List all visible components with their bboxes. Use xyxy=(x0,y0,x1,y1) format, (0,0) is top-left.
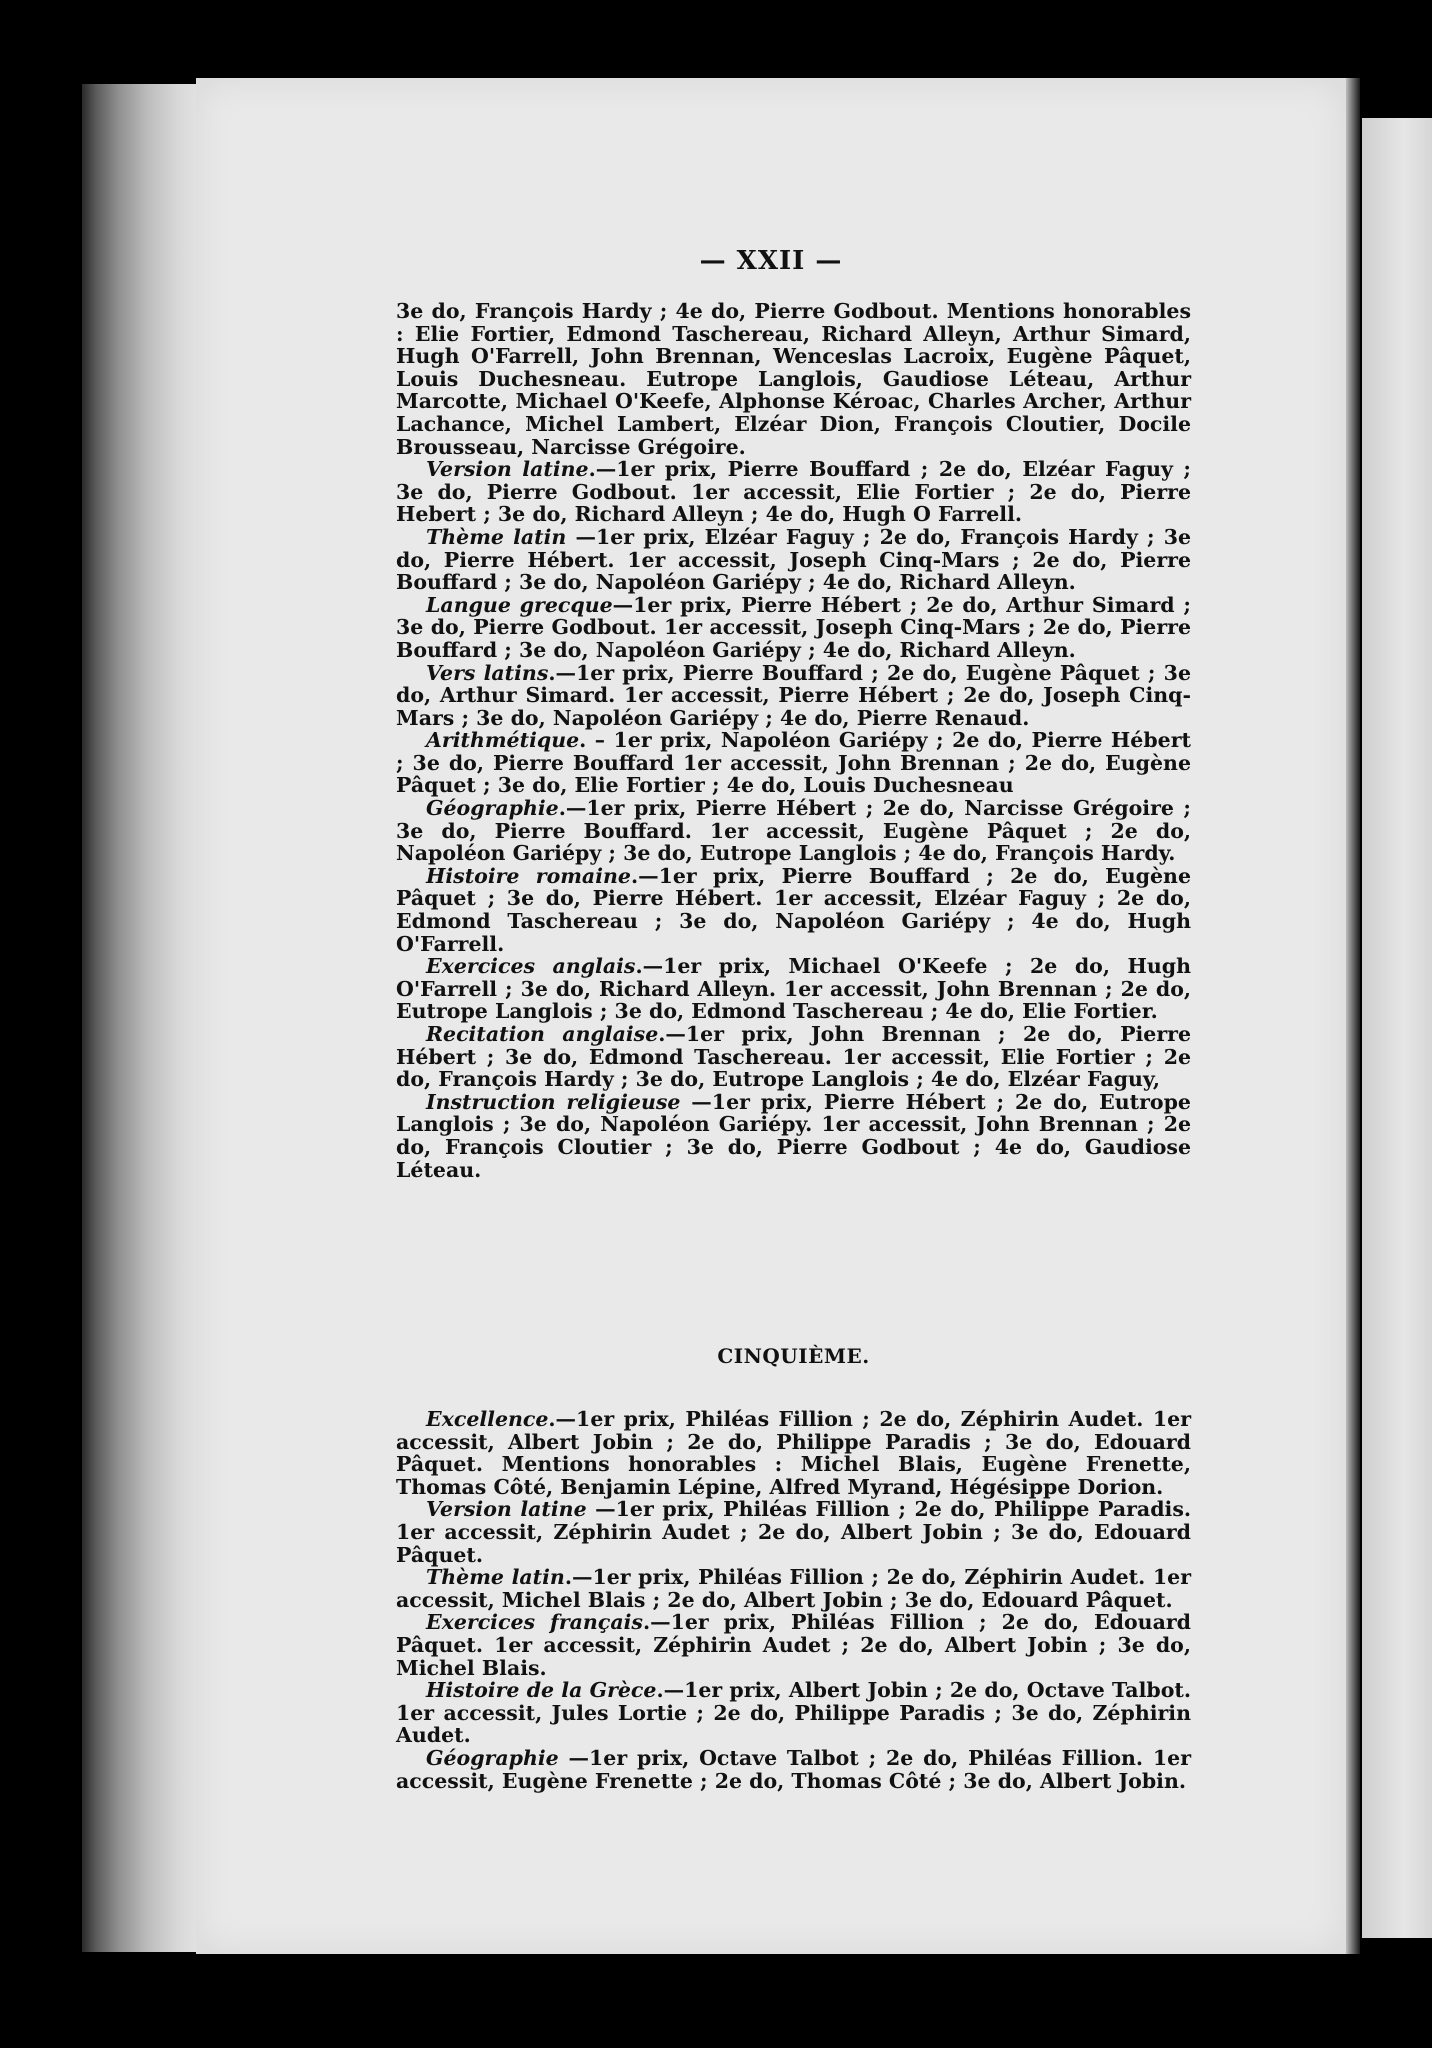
subject-label: Géographie xyxy=(426,796,559,821)
page-edge-shadow xyxy=(1346,78,1360,1954)
subject-label: Thème latin xyxy=(426,1565,565,1590)
next-page-sliver xyxy=(1362,118,1432,1938)
paragraph-version-latine xyxy=(396,1498,1191,1566)
paragraph-text: . – 1er prix, Napoléon Gariépy ; 2e do, Pierre Hébert ; 3e do, Pierre Bouffard 1er accessit, John Brennan ; 2e do, Eugène Pâquet ; 3e do, Elie Fortier ; 4e do, Louis Duchesneau xyxy=(396,728,1191,798)
subject-label: Excellence xyxy=(426,1407,549,1431)
subject-label: Recitation anglaise xyxy=(426,1022,659,1046)
paragraph-histoire-grece xyxy=(396,1679,1191,1747)
paragraph-instruction-religieuse xyxy=(396,1091,1191,1181)
paragraph-text: —1er prix, Philéas Fillion ; 2e do, Philippe Paradis. 1er accessit, Zéphirin Audet ; 2e do, Albert Jobin ; 3e do, Edouard Pâquet. xyxy=(396,1497,1191,1567)
paragraph-theme-latin xyxy=(396,1566,1191,1611)
section-heading: CINQUIÈME. xyxy=(717,1344,870,1368)
book-gutter xyxy=(82,84,202,1952)
paragraph-text: .—1er prix, Michael O'Keefe ; 2e do, Hugh O'Farrell ; 3e do, Richard Alleyn. 1er accessit, John Brennan ; 2e do, Eutrope Langlois ; 3e do, Edmond Taschereau ; 4e do, Elie Fortier. xyxy=(396,954,1191,1024)
page-number: — XXII — xyxy=(699,246,843,276)
paragraph-vers-latins xyxy=(396,662,1191,730)
paragraph-text: .—1er prix, Philéas Fillion ; 2e do, Edouard Pâquet. 1er accessit, Zéphirin Audet ; 2e do, Albert Jobin ; 3e do, Michel Blais. xyxy=(396,1610,1191,1680)
paragraph-geographie xyxy=(396,1747,1191,1792)
paragraph-text: —1er prix, Pierre Hébert ; 2e do, Arthur Simard ; 3e do, Pierre Godbout. 1er accessit, Joseph Cinq-Mars ; 2e do, Pierre Bouffard ; 3e do, Napoléon Gariépy ; 4e do, Richard Alleyn. xyxy=(396,592,1191,662)
book-page xyxy=(196,78,1346,1954)
paragraph-text: —1er prix, Pierre Hébert ; 2e do, Eutrope Langlois ; 3e do, Napoléon Gariépy. 1er accessit, John Brennan ; 2e do, François Cloutier ; 3e do, Pierre Godbout ; 4e do, Gaudiose Léteau. xyxy=(396,1089,1191,1182)
paragraph-langue-grecque xyxy=(396,594,1191,662)
paragraph-excellence xyxy=(396,1408,1191,1498)
subject-label: Géographie xyxy=(426,1745,559,1770)
paragraph-mentions: 3e do, François Hardy ; 4e do, Pierre Godbout. Mentions honorables : Elie Fortier, Edmond Taschereau, Richard Alleyn, Arthur Simard, Hugh O'Farrell, John Brennan, Wenceslas Lacroix, Eugène Pâquet, Louis Duchesneau. Eutrope Langlois, Gaudiose Léteau, Arthur Marcotte, Michael O'Keefe, Alphonse Kéroac, Charles Archer, Arthur Lachance, Michel Lambert, Elzéar Dion, François Cloutier, Docile Brousseau, Narcisse Grégoire. xyxy=(396,299,1191,459)
subject-label: Histoire romaine xyxy=(426,863,631,888)
prize-list-previous-class xyxy=(396,300,1191,1181)
paragraph-text: .—1er prix, Philéas Fillion ; 2e do, Zéphirin Audet. 1er accessit, Michel Blais ; 2e do, Albert Jobin ; 3e do, Edouard Pâquet. xyxy=(396,1565,1192,1612)
subject-label: Langue grecque xyxy=(426,592,613,617)
subject-label: Thème latin xyxy=(426,524,567,549)
paragraph-text: .—1er prix, Philéas Fillion ; 2e do, Zéphirin Audet. 1er accessit, Albert Jobin ; 2e do, Philippe Paradis ; 3e do, Edouard Pâquet. Mentions honorables : Michel Blais, Eugène Frenette, Thomas Côté, Benjamin Lépine, Alfred Myrand, Hégésippe Dorion. xyxy=(396,1407,1191,1499)
paragraph-version-latine xyxy=(396,458,1191,526)
paragraph-geographie xyxy=(396,797,1191,865)
paragraph-exercices-francais xyxy=(396,1611,1191,1679)
paragraph-histoire-romaine xyxy=(396,865,1191,955)
subject-label: Version latine xyxy=(426,1497,587,1522)
paragraph-arithmetique xyxy=(396,729,1191,797)
paragraph-text: .—1er prix, Albert Jobin ; 2e do, Octave Talbot. 1er accessit, Jules Lortie ; 2e do, Philippe Paradis ; 3e do, Zéphirin Audet. xyxy=(396,1678,1191,1748)
paragraph-text: .—1er prix, Pierre Bouffard ; 2e do, Eugène Pâquet ; 3e do, Pierre Hébert. 1er accessit, Elzéar Faguy ; 2e do, Edmond Taschereau ; 3e do, Napoléon Gariépy ; 4e do, Hugh O'Farrell. xyxy=(396,863,1191,956)
subject-label: Instruction religieuse xyxy=(426,1089,681,1114)
subject-label: Exercices français xyxy=(426,1610,643,1635)
paragraph-text: .—1er prix, John Brennan ; 2e do, Pierre Hébert ; 3e do, Edmond Taschereau. 1er accessit, Elie Fortier ; 2e do, François Hardy ; 3e do, Eutrope Langlois ; 4e do, Elzéar Faguy, xyxy=(396,1022,1191,1092)
paragraph-exercices-anglais xyxy=(396,955,1191,1023)
paragraph-text: .—1er prix, Pierre Hébert ; 2e do, Narcisse Grégoire ; 3e do, Pierre Bouffard. 1er accessit, Eugène Pâquet ; 2e do, Napoléon Gariépy ; 3e do, Eutrope Langlois ; 4e do, François Hardy. xyxy=(396,796,1191,866)
subject-label: Histoire de la Grèce xyxy=(426,1678,657,1703)
subject-label: Exercices anglais xyxy=(426,954,636,979)
paragraph-recitation-anglaise xyxy=(396,1023,1191,1091)
paragraph-text: —1er prix, Octave Talbot ; 2e do, Philéas Fillion. 1er accessit, Eugène Frenette ; 2e do, Thomas Côté ; 3e do, Albert Jobin. xyxy=(396,1745,1191,1793)
subject-label: Arithmétique xyxy=(426,728,580,753)
subject-label: Vers latins xyxy=(426,660,549,685)
paragraph-text: —1er prix, Elzéar Faguy ; 2e do, François Hardy ; 3e do, Pierre Hébert. 1er accessit, Joseph Cinq-Mars ; 2e do, Pierre Bouffard ; 3e do, Napoléon Gariépy ; 4e do, Richard Alleyn. xyxy=(396,524,1191,595)
paragraph-text: .—1er prix, Pierre Bouffard ; 2e do, Eugène Pâquet ; 3e do, Arthur Simard. 1er accessit, Pierre Hébert ; 2e do, Joseph Cinq-Mars ; 3e do, Napoléon Gariépy ; 4e do, Pierre Renaud. xyxy=(396,660,1191,730)
paragraph-text: .—1er prix, Pierre Bouffard ; 2e do, Elzéar Faguy ; 3e do, Pierre Godbout. 1er accessit, Elie Fortier ; 2e do, Pierre Hebert ; 3e do, Richard Alleyn ; 4e do, Hugh O Farrell. xyxy=(396,457,1191,527)
paragraph-theme-latin xyxy=(396,526,1191,594)
prize-list-cinquieme xyxy=(396,1408,1191,1792)
subject-label: Version latine xyxy=(426,457,589,482)
